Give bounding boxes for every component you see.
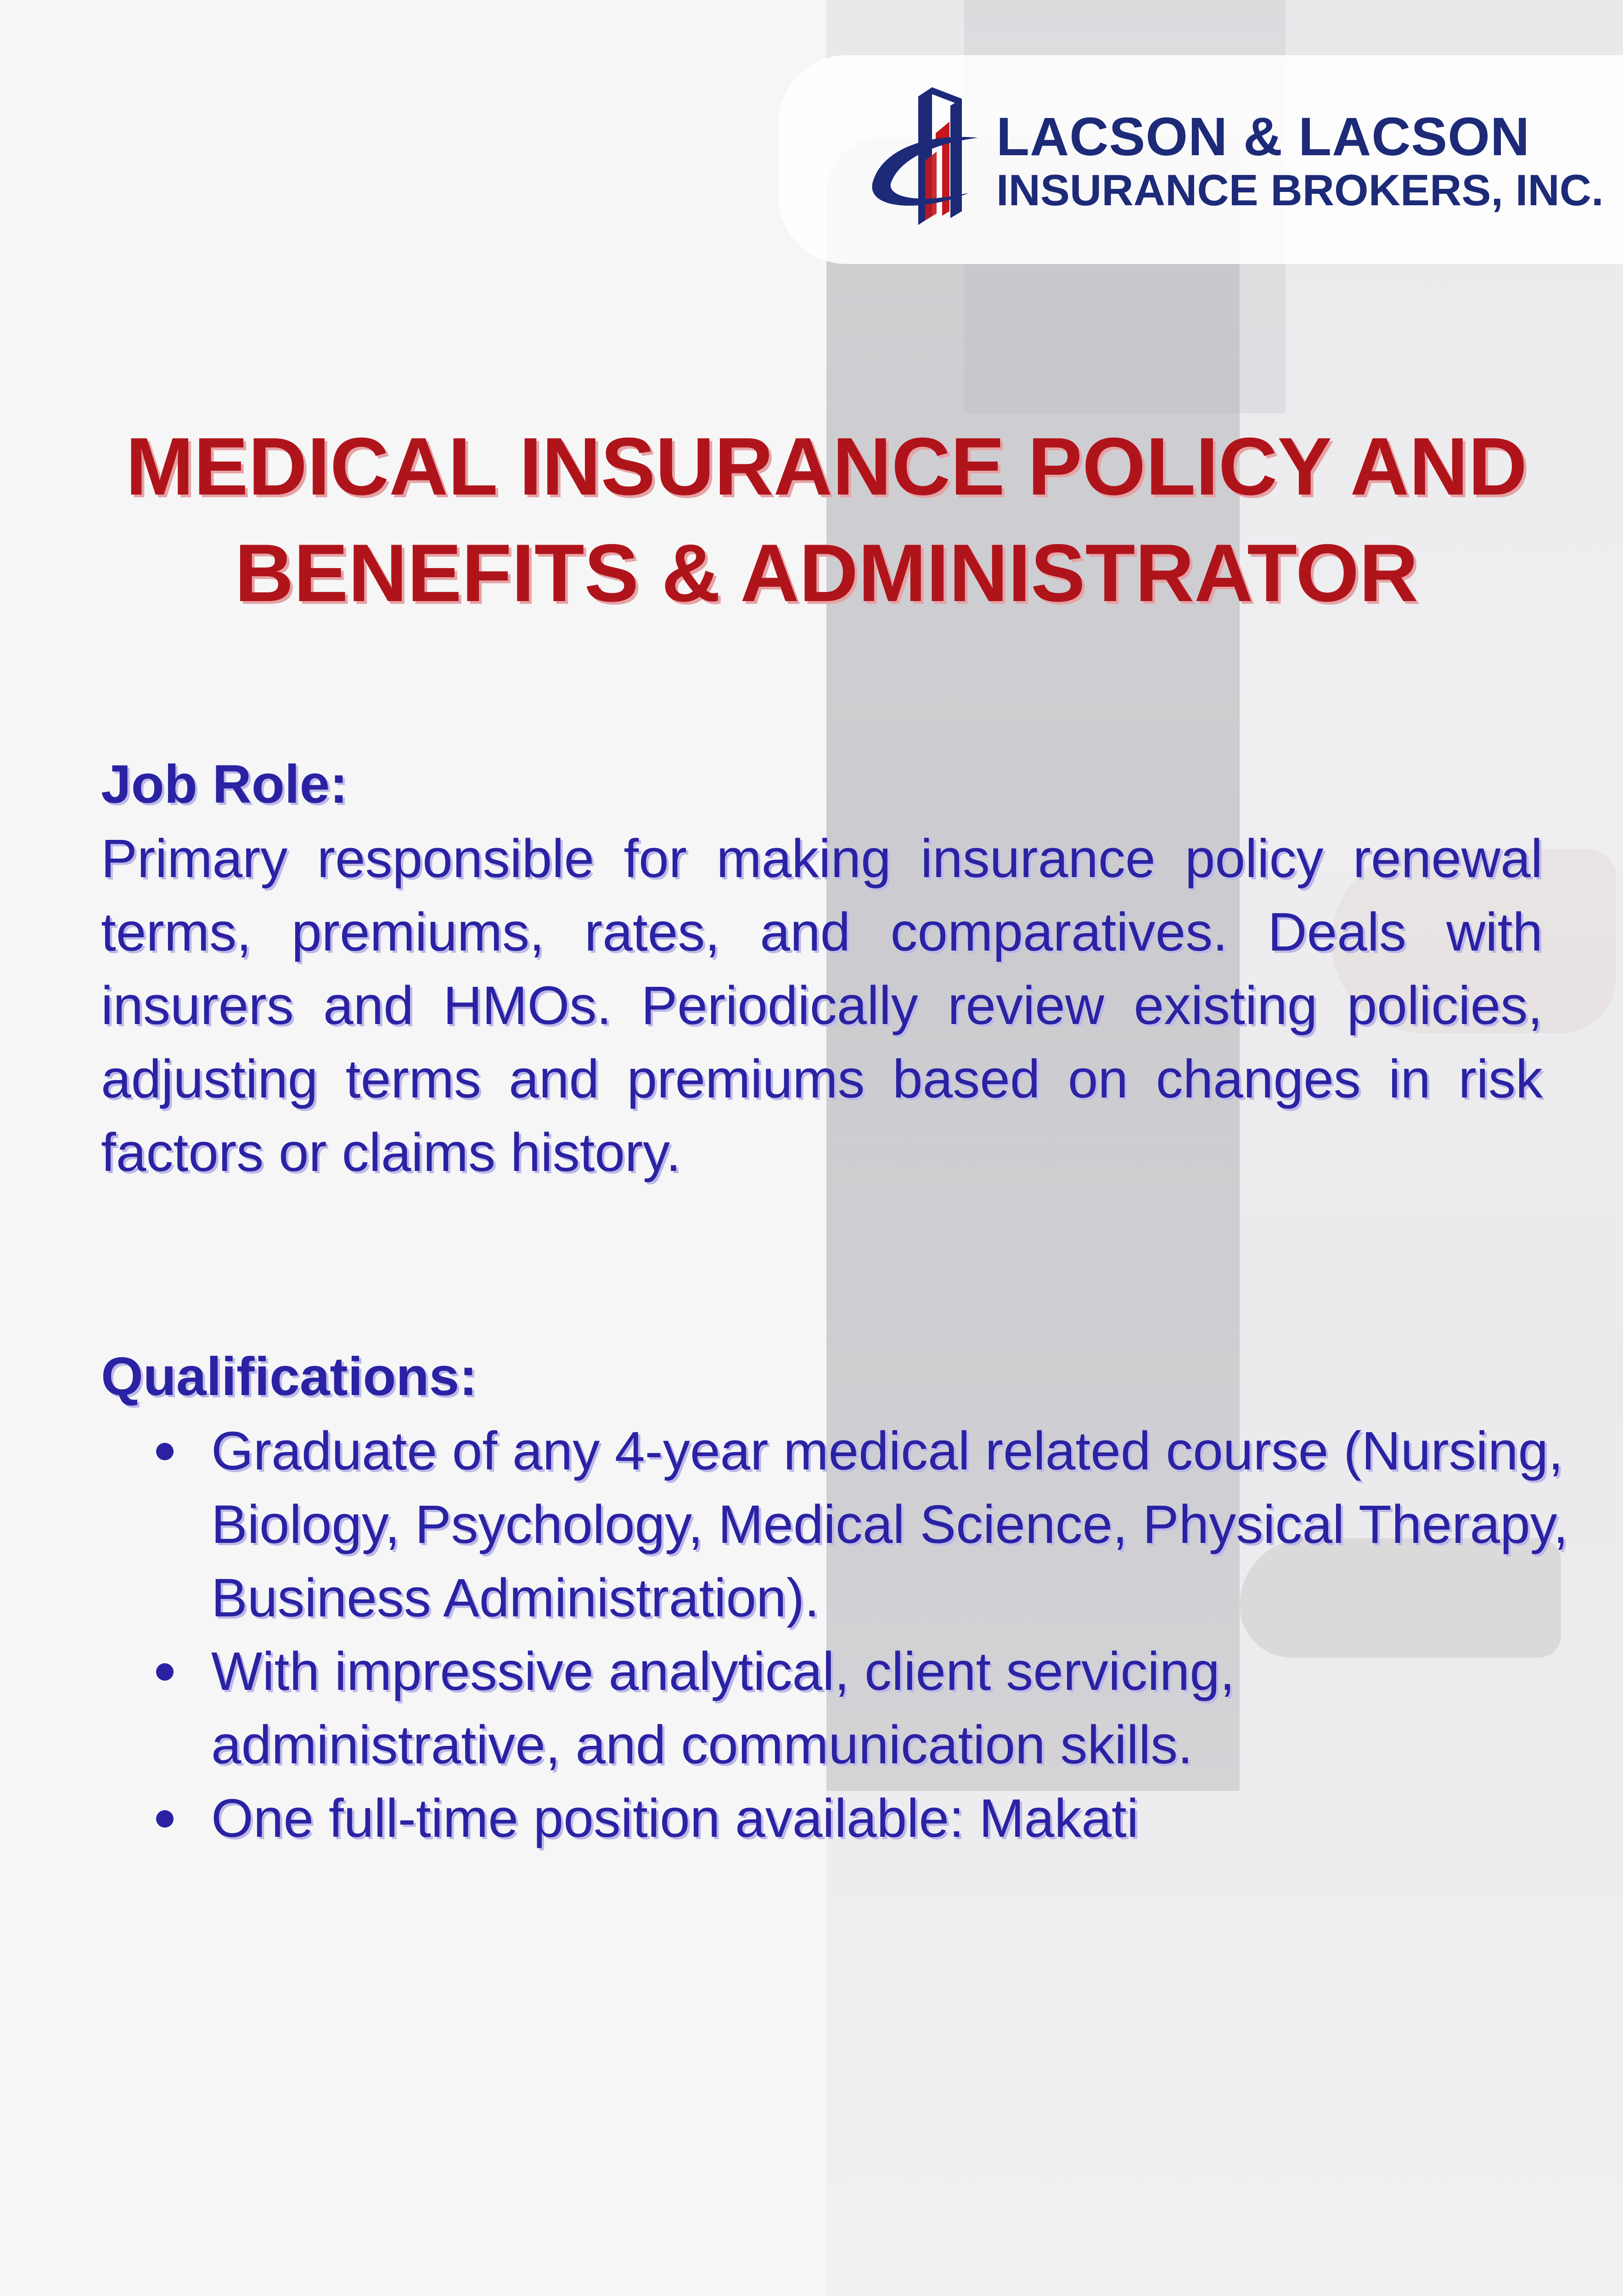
building-swoosh-logo-icon <box>863 78 1010 234</box>
page-title: MEDICAL INSURANCE POLICY AND BENEFITS & ADMINISTRATOR <box>125 421 1528 619</box>
brand-subtitle: INSURANCE BROKERS, INC. <box>996 166 1604 215</box>
bullet-icon <box>156 1443 174 1460</box>
qualification-text: With impressive analytical, client servicing, administrative, and communication skills. <box>211 1641 1235 1775</box>
qualification-text: Graduate of any 4-year medical related course (Nursing, Biology, Psychology, Medical Science, Physical Therapy, Business Administration). <box>211 1421 1568 1628</box>
list-item <box>101 1782 1589 1855</box>
job-role-description: Primary responsible for making insurance policy renewal terms, premiums, rates, and comparatives. Deals with insurers and HMOs. Periodically review existing policies, adjusting terms and premiums based on changes in risk factors or claims history. <box>101 828 1543 1183</box>
list-item <box>101 1414 1589 1635</box>
qualifications-list <box>101 1414 1570 1855</box>
qualification-text: One full-time position available: Makati <box>211 1788 1139 1849</box>
brand-name: LACSON & LACSON <box>996 107 1530 167</box>
list-item <box>101 1635 1589 1782</box>
qualifications-heading: Qualifications: <box>101 1346 477 1407</box>
bullet-icon <box>156 1810 174 1828</box>
bullet-icon <box>156 1663 174 1681</box>
job-role-heading: Job Role: <box>101 754 348 815</box>
